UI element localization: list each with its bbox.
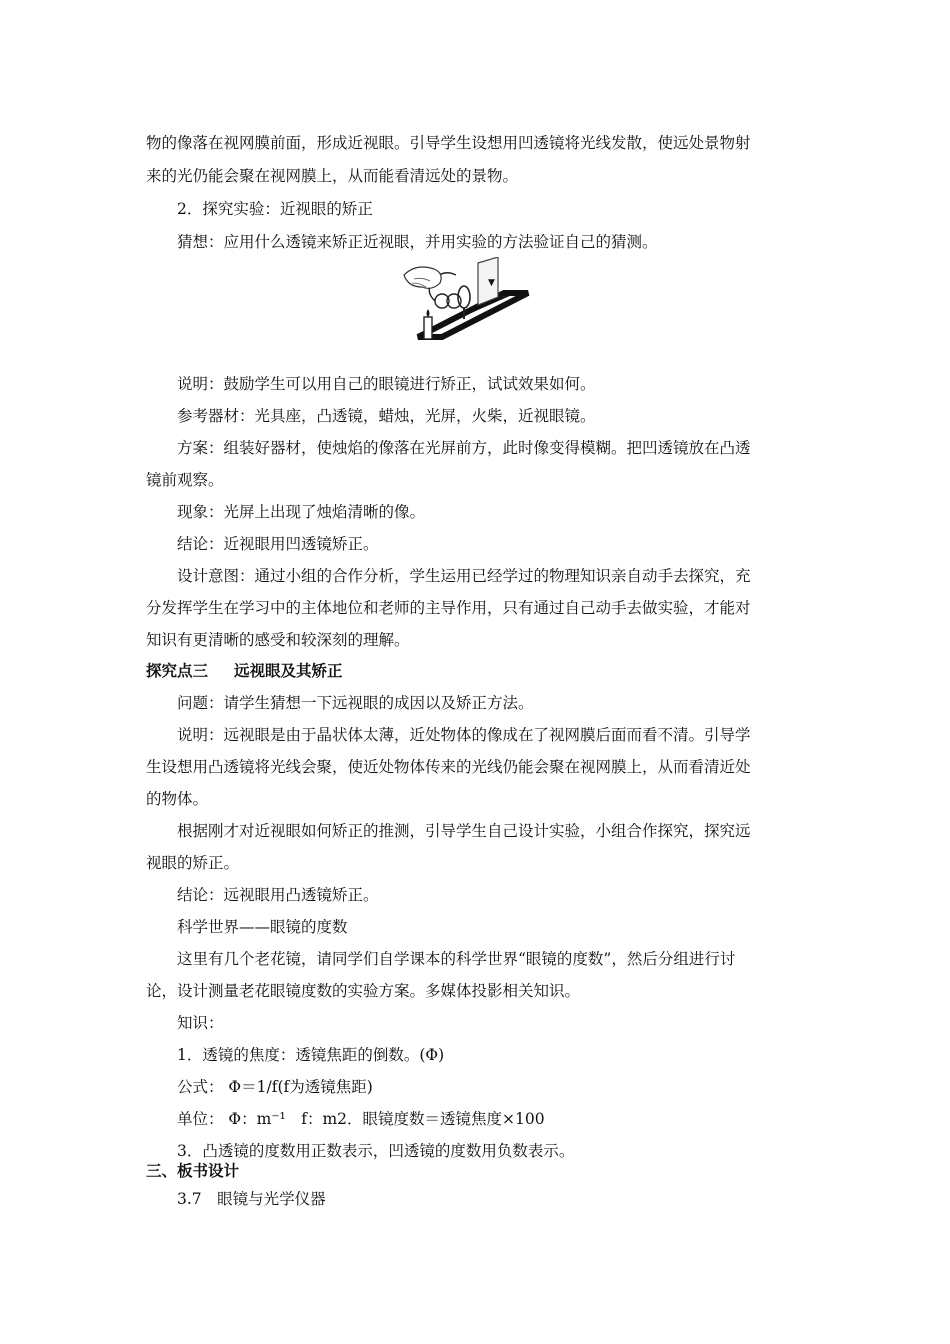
paragraph-line: 3．凸透镜的度数用正数表示，凹透镜的度数用负数表示。 — [177, 1142, 575, 1160]
paragraph-line: 分发挥学生在学习中的主体地位和老师的主导作用，只有通过自己动手去做实验，才能对 — [146, 599, 751, 617]
paragraph-line: 根据刚才对近视眼如何矫正的推测，引导学生自己设计实验，小组合作探究，探究远 — [177, 822, 751, 840]
board-title-line: 3.7 眼镜与光学仪器 — [177, 1190, 326, 1208]
paragraph-line: 这里有几个老花镜，请同学们自学课本的科学世界“眼镜的度数”，然后分组进行讨 — [177, 950, 736, 968]
formula-line: 公式： Φ＝1/f(f为透镜焦距) — [177, 1078, 373, 1096]
paragraph-line: 方案：组装好器材，使烛焰的像落在光屏前方，此时像变得模糊。把凹透镜放在凸透 — [177, 439, 751, 457]
paragraph-line: 知识有更清晰的感受和较深刻的理解。 — [146, 631, 410, 649]
paragraph-line: 物的像落在视网膜前面，形成近视眼。引导学生设想用凹透镜将光线发散，使远处景物射 — [146, 134, 751, 152]
paragraph-line: 猜想：应用什么透镜来矫正近视眼，并用实验的方法验证自己的猜测。 — [177, 233, 658, 251]
paragraph-line: 知识： — [177, 1014, 224, 1032]
section-title: 远视眼及其矫正 — [234, 662, 343, 680]
paragraph-line: 来的光仍能会聚在视网膜上，从而能看清远处的景物。 — [146, 167, 519, 185]
paragraph-line: 说明：远视眼是由于晶状体太薄，近处物体的像成在了视网膜后面而看不清。引导学 — [177, 726, 751, 744]
paragraph-line: 参考器材：光具座，凸透镜，蜡烛，光屏，火柴，近视眼镜。 — [177, 407, 596, 425]
paragraph-line: 的物体。 — [146, 790, 209, 808]
paragraph-line: 现象：光屏上出现了烛焰清晰的像。 — [177, 503, 426, 521]
myopia-correction-experiment-illustration — [394, 257, 534, 357]
paragraph-line: 论，设计测量老花眼镜度数的实验方案。多媒体投影相关知识。 — [146, 982, 581, 1000]
board-design-heading: 三、板书设计 — [146, 1162, 240, 1180]
paragraph-line: 结论：近视眼用凹透镜矫正。 — [177, 535, 379, 553]
paragraph-line: 视眼的矫正。 — [146, 854, 240, 872]
svg-text:▼: ▼ — [488, 278, 495, 288]
paragraph-line: 镜前观察。 — [146, 471, 224, 489]
paragraph-line: 问题：请学生猜想一下远视眼的成因以及矫正方法。 — [177, 694, 534, 712]
paragraph-line: 1．透镜的焦度：透镜焦距的倒数。(Φ) — [177, 1046, 445, 1064]
paragraph-line: 科学世界——眼镜的度数 — [177, 918, 348, 936]
section-heading — [146, 661, 343, 681]
unit-line: 单位： Φ：m⁻¹ f：m2．眼镜度数＝透镜焦度×100 — [177, 1110, 545, 1128]
section-label: 探究点三 — [146, 662, 209, 680]
paragraph-line: 生设想用凸透镜将光线会聚，使近处物体传来的光线仍能会聚在视网膜上，从而看清近处 — [146, 758, 751, 776]
paragraph-line: 说明：鼓励学生可以用自己的眼镜进行矫正，试试效果如何。 — [177, 375, 596, 393]
paragraph-line: 设计意图：通过小组的合作分析，学生运用已经学过的物理知识亲自动手去探究，充 — [177, 567, 751, 585]
paragraph-line: 结论：远视眼用凸透镜矫正。 — [177, 886, 379, 904]
paragraph-line: 2．探究实验：近视眼的矫正 — [177, 200, 373, 218]
